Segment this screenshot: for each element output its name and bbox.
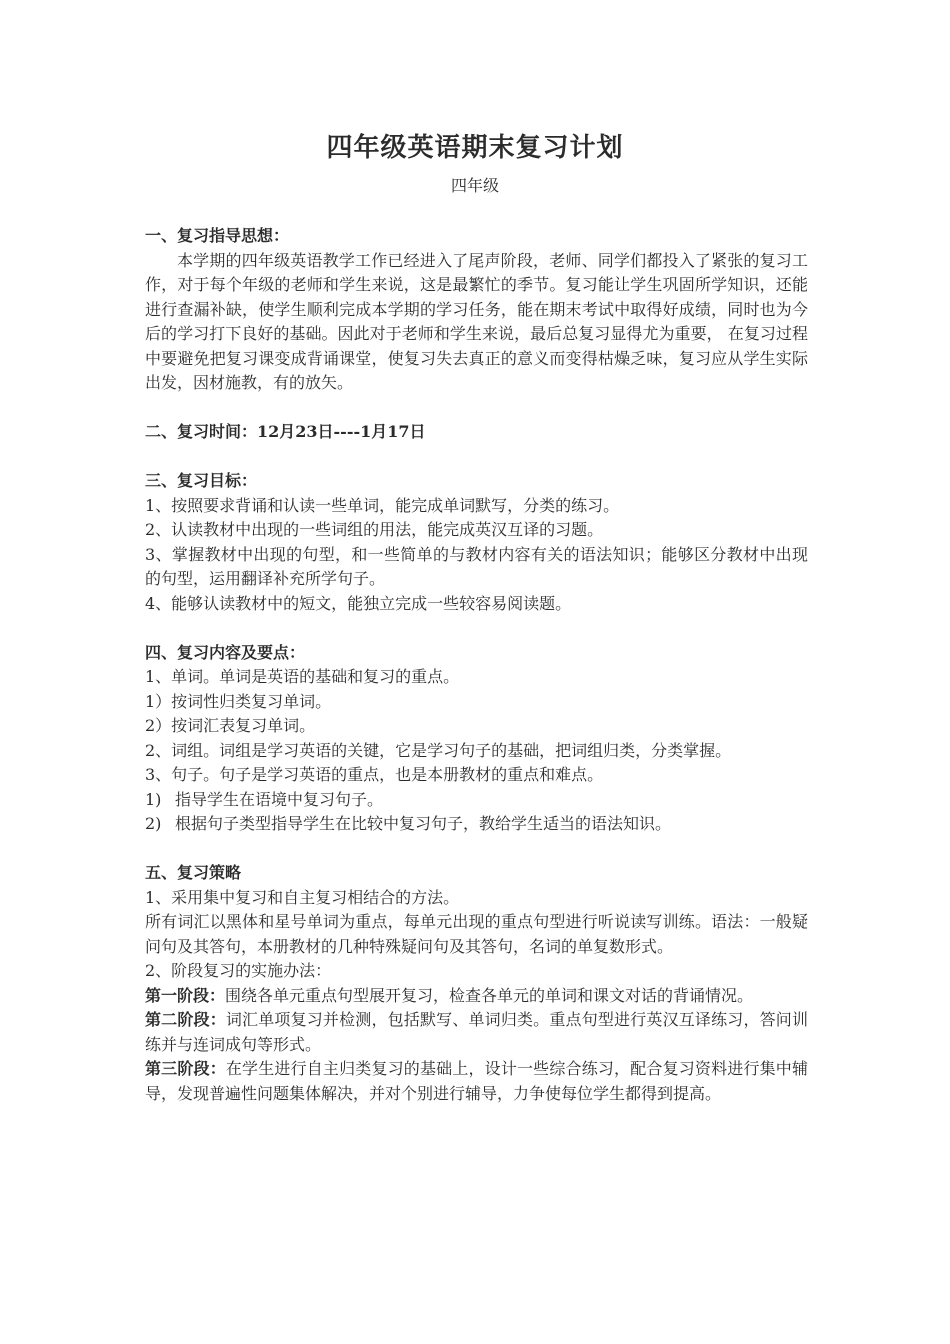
document-title: 四年级英语期末复习计划 bbox=[326, 133, 624, 163]
stage-3-text: 在学生进行自主归类复习的基础上，设计一些综合练习，配合复习资料进行集中辅导，发现普遍性问题集体解决，并对个别进行辅导，力争使每位学生都得到提高。 bbox=[145, 1059, 808, 1103]
numbered-item bbox=[145, 788, 808, 813]
section-4-heading: 四、复习内容及要点： bbox=[145, 642, 306, 662]
spacer bbox=[145, 396, 808, 421]
content-line: 1、采用集中复习和自主复习相结合的方法。 bbox=[145, 887, 460, 907]
stage-2-paragraph bbox=[145, 1008, 808, 1057]
content-line: 所有词汇以黑体和星号单词为重点，每单元出现的重点句型进行听说读写训练。语法：一般疑问句及其答句，本册教材的几种特殊疑问句及其答句，名词的单复数形式。 bbox=[145, 912, 808, 956]
item-text: 指导学生在语境中复习句子。 bbox=[175, 789, 384, 809]
section-5-heading: 五、复习策略 bbox=[145, 863, 242, 882]
stage-3-paragraph bbox=[145, 1057, 808, 1106]
content-line: 2、词组。词组是学习英语的关键，它是学习句子的基础，把词组归类，分类掌握。 bbox=[145, 740, 732, 760]
document-subtitle: 四年级 bbox=[450, 176, 499, 195]
section-3-heading: 三、复习目标： bbox=[145, 471, 258, 490]
section-1-heading: 一、复习指导思想： bbox=[145, 226, 290, 245]
document-body bbox=[145, 224, 808, 1106]
content-line: 2、阶段复习的实施办法： bbox=[145, 961, 332, 980]
stage-2-text: 词汇单项复习并检测，包括默写、单词归类。重点句型进行英汉互译练习，答问训练并与连词成句等形式。 bbox=[145, 1010, 808, 1054]
spacer bbox=[145, 616, 808, 641]
goal-item: 3、掌握教材中出现的句型，和一些简单的与教材内容有关的语法知识；能够区分教材中出现 的句型，运用翻译补充所学句子。 bbox=[145, 544, 808, 588]
goal-item: 2、认读教材中出现的一些词组的用法，能完成英汉互译的习题。 bbox=[145, 520, 604, 539]
stage-3-label: 第三阶段： bbox=[145, 1059, 226, 1078]
stage-2-label: 第二阶段： bbox=[145, 1010, 226, 1029]
content-line: 1）按词性归类复习单词。 bbox=[145, 691, 332, 711]
numbered-item bbox=[145, 812, 808, 837]
spacer bbox=[145, 445, 808, 470]
item-text: 根据句子类型指导学生在比较中复习句子，教给学生适当的语法知识。 bbox=[175, 814, 672, 833]
section-1-paragraph: 本学期的四年级英语教学工作已经进入了尾声阶段，老师、同学们都投入了紧张的复习工作，对于每个年级的老师和学生来说，这是最繁忙的季节。复习能让学生巩固所学知识，还能进行查漏补缺，使学生顺利完成本学期的学习任务，能在期末考试中取得好成绩，同时也为今后的学习打下良好的基础。因此对于老师和学生来说，最后总复习显得尤为重要， 在复习过程中要避免把复习课变成背诵课堂，使复习失去真正的意义而变得枯燥乏味，复习应从学生实际出发，因材施教，有的放矢。 bbox=[145, 250, 808, 392]
goal-item: 1、按照要求背诵和认读一些单词，能完成单词默写，分类的练习。 bbox=[145, 495, 620, 515]
spacer bbox=[145, 837, 808, 862]
item-number: 2) bbox=[145, 814, 162, 833]
stage-1-label: 第一阶段： bbox=[145, 985, 226, 1005]
content-line: 3、句子。句子是学习英语的重点，也是本册教材的重点和难点。 bbox=[145, 765, 604, 784]
item-number: 1) bbox=[145, 789, 162, 809]
section-2-heading: 二、复习时间：12月23日----1月17日 bbox=[145, 422, 426, 441]
stage-1-paragraph bbox=[145, 984, 808, 1009]
stage-1-text: 围绕各单元重点句型展开复习，检查各单元的单词和课文对话的背诵情况。 bbox=[225, 985, 754, 1005]
goal-item: 4、能够认读教材中的短文，能独立完成一些较容易阅读题。 bbox=[145, 593, 572, 613]
content-line: 1、单词。单词是英语的基础和复习的重点。 bbox=[145, 667, 460, 686]
content-line: 2）按词汇表复习单词。 bbox=[145, 716, 316, 735]
